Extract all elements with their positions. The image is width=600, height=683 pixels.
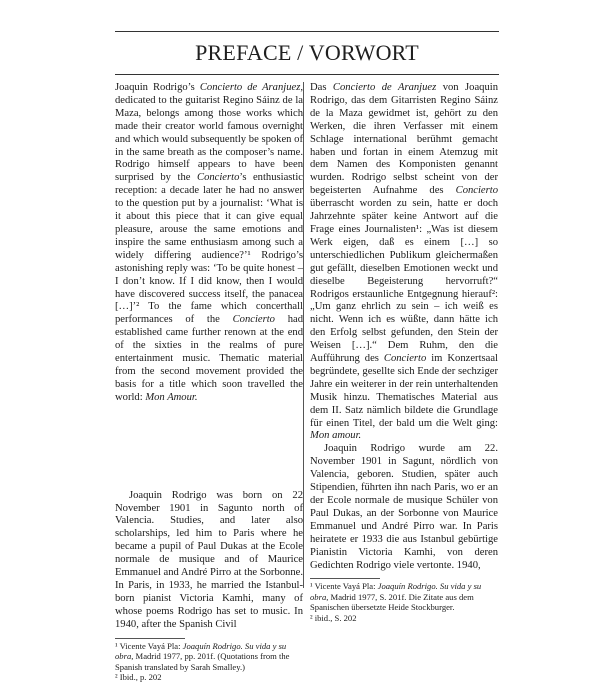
title-rule [115,74,499,75]
column-divider [303,82,304,588]
german-paragraph-1: Das Concierto de Aranjuez von Joaquin Rodrigo, das dem Gitarristen Regino Sáinz de la Maza gewidmet ist, gehört zu den Werken, die ihren Verfasser mit einem Schlage international berühmt gemacht haben und fortan in einem Atemzug mit dem Namen des Komponisten genannt wurden. Rodrigo selbst scheint von der begeisterten Aufnahme des Concierto überrascht worden zu sein, hatte er doch Jahrzehnte später keine Antwort auf die Frage eines Journalisten¹: „Was ist diesem Werk eigen, daß es einem […] so unterschiedlichen Publikum gleichermaßen gut gefällt, dieselben Emotionen weckt und dieselbe Begeisterung hervorruft?“ Rodrigos erstaunliche Entgegnung hierauf²: „Um ganz ehrlich zu sein – ich weiß es nicht. Wenn ich es wüßte, dann hätte ich den Erfolg selbst gefunden, den Stein der Weisen […].“ Dem Ruhm, den die Aufführung des Concierto im Konzertsaal begründete, gesellte sich Ende der sechziger Jahre ein weiterer in der rein unterhaltenden Musik hinzu. Thematisches Material aus dem II. Satz nämlich bildete die Grundlage für einen Titel, der bald um die Welt ging: Mon amour. [310,82,498,442]
italic-text: Concierto [455,185,498,197]
english-footnote-1: ¹ Vicente Vayá Pla: Joaquín Rodrigo. Su vida y su obra, Madrid 1977, pp. 201f. (Quotations from the Spanish translated by Sarah Smalley.) [115,640,290,672]
italic-text: Joaquín Rodrigo. Su vida y su obra [115,640,287,662]
english-paragraph-2: Joaquin Rodrigo was born on 22 November 1901 in Sagunto north of Valencia. Studies, and later also scholarships, led him to Paris where he became a pupil of Paul Dukas at the Ecole normale de musique and of Maurice Emmanuel and André Pirro at the Sorbonne. In Paris, in 1933, he married the Istanbul-born pianist Victoria Kamhi, many of whose poems Rodrigo has set to music. In 1940, after the Spanish Civil [115,489,303,630]
english-paragraph-1: Joaquin Rodrigo’s Concierto de Aranjuez, dedicated to the guitarist Regino Sáinz de la Maza, belongs among those works which made their creator world famous overnight and which would subsequently be spoken of in the same breath as the composer’s name. Rodrigo himself appears to have been surprised by the Concierto’s enthusiastic reception: a decade later he had no answer to the question put by a journalist: ‘What is it about this piece that it can give equal pleasure, arouse the same emotions and inspire the same enthusiasm among such a widely differing audience?’¹ Rodrigo’s astonishing reply was: ‘To be quite honest – I don’t know. If I did know, then I would have discovered success itself, the panacea […]’² To the fame which concerthall performances of the Concierto had established came further renown at the end of the sixties in the realms of pure entertainment music. Thematic material from the second movement provided the basis for a title which soon travelled the world: Mon Amour. [115,82,303,403]
footnote-rule [310,578,380,579]
italic-text: Concierto de Aranjuez [332,82,437,93]
italic-text: Concierto [197,172,240,184]
italic-text: Concierto [232,314,275,326]
page-title: PREFACE / VORWORT [195,40,419,65]
footnote-rule [115,638,185,639]
italic-text: Mon amour. [310,430,362,442]
italic-text: Concierto de Aranjuez [199,82,301,93]
german-footnote-1: ¹ Vicente Vayá Pla: Joaquín Rodrigo. Su vida y su obra, Madrid 1977, S. 201f. Die Zitate aus dem Spanischen übersetzte Heide Stockburger. [310,581,482,613]
italic-text: Concierto [383,353,427,365]
paragraph-gap [115,405,303,490]
english-footnote-2: ² Ibid., p. 202 [115,672,162,683]
italic-text: Mon Amour. [145,391,198,403]
german-column [310,82,498,623]
english-column [115,82,303,683]
italic-text: Joaquín Rodrigo. Su vida y su obra [310,581,482,602]
german-footnote-2: ² ibid., S. 202 [310,612,357,623]
top-rule [115,31,499,32]
german-paragraph-2: Joaquin Rodrigo wurde am 22. November 1901 in Sagunt, nördlich von Valencia, geboren. Studien, später auch Stipendien, führten ihn nach Paris, wo er an der Ecole normale de musique Schüler von Paul Dukas, an der Sorbonne von Maurice Emmanuel und André Pirro war. In Paris heiratete er 1933 die aus Istanbul gebürtige Pianistin Victoria Kamhi, von deren Gedichten Rodrigo viele vertonte. 1940, [310,443,498,571]
